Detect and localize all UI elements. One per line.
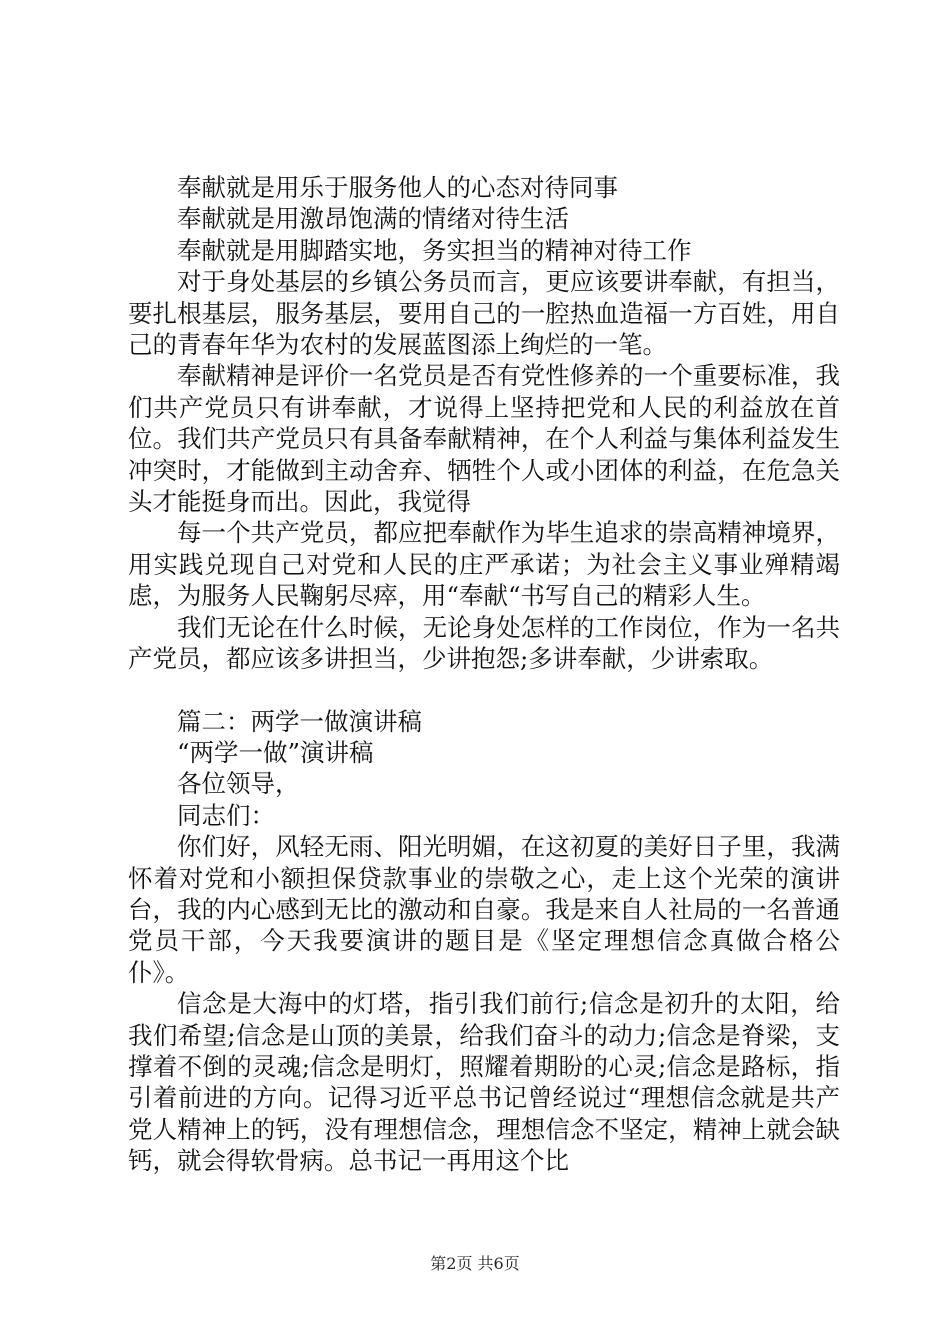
paragraph: 我们无论在什么时候，无论身处怎样的工作岗位，作为一名共产党员，都应该多讲担当，少讲抱怨;多讲奉献，少讲索取。 bbox=[128, 612, 840, 674]
paragraph: 奉献就是用脚踏实地，务实担当的精神对待工作 bbox=[177, 235, 692, 265]
speech-title: “两学一做”演讲稿 bbox=[177, 737, 374, 767]
paragraph: 奉献就是用乐于服务他人的心态对待同事 bbox=[177, 173, 618, 202]
paragraph: 对于身处基层的乡镇公务员而言，更应该要讲奉献，有担当，要扎根基层，服务基层，要用自己的一腔热血造福一方百姓，用自己的青春年华为农村的发展蓝图添上绚烂的一笔。 bbox=[128, 267, 840, 360]
paragraph: 你们好，风轻无雨、阳光明媚，在这初夏的美好日子里，我满怀着对党和小额担保贷款事业的崇敬之心，走上这个光荣的演讲台，我的内心感到无比的激动和自豪。我是来自人社局的一名普通党员干部，今天我要演讲的题目是《坚定理想信念真做合格公仆》。 bbox=[128, 832, 840, 987]
paragraph: 奉献精神是评价一名党员是否有党性修养的一个重要标准，我们共产党员只有讲奉献，才说得上坚持把党和人民的利益放在首位。我们共产党员只有具备奉献精神，在个人利益与集体利益发生冲突时，才能做到主动舍弃、牺牲个人或小团体的利益，在危急关头才能挺身而出。因此，我觉得 bbox=[128, 361, 840, 517]
salutation: 各位领导， bbox=[177, 769, 300, 799]
document-body bbox=[128, 172, 840, 1177]
salutation: 同志们： bbox=[177, 800, 275, 830]
paragraph: 每一个共产党员，都应把奉献作为毕生追求的崇高精神境界，用实践兑现自己对党和人民的庄严承诺；为社会主义事业殚精竭虑，为服务人民鞠躬尽瘁，用“奉献“书写自己的精彩人生。 bbox=[128, 518, 840, 611]
paragraph: 奉献就是用激昂饱满的情绪对待生活 bbox=[177, 204, 569, 234]
section-heading: 篇二：两学一做演讲稿 bbox=[177, 706, 422, 736]
paragraph: 信念是大海中的灯塔，指引我们前行;信念是初升的太阳，给我们希望;信念是山顶的美景，给我们奋斗的动力;信念是脊梁，支撑着不倒的灵魂;信念是明灯，照耀着期盼的心灵;信念是路标，指引着前进的方向。记得习近平总书记曾经说过“理想信念就是共产党人精神上的钙，没有理想信念，理想信念不坚定，精神上就会缺钙，就会得软骨病。总书记一再用这个比 bbox=[128, 989, 840, 1176]
section-gap bbox=[128, 675, 840, 706]
page-number: 第2页 共6页 bbox=[430, 1254, 520, 1273]
